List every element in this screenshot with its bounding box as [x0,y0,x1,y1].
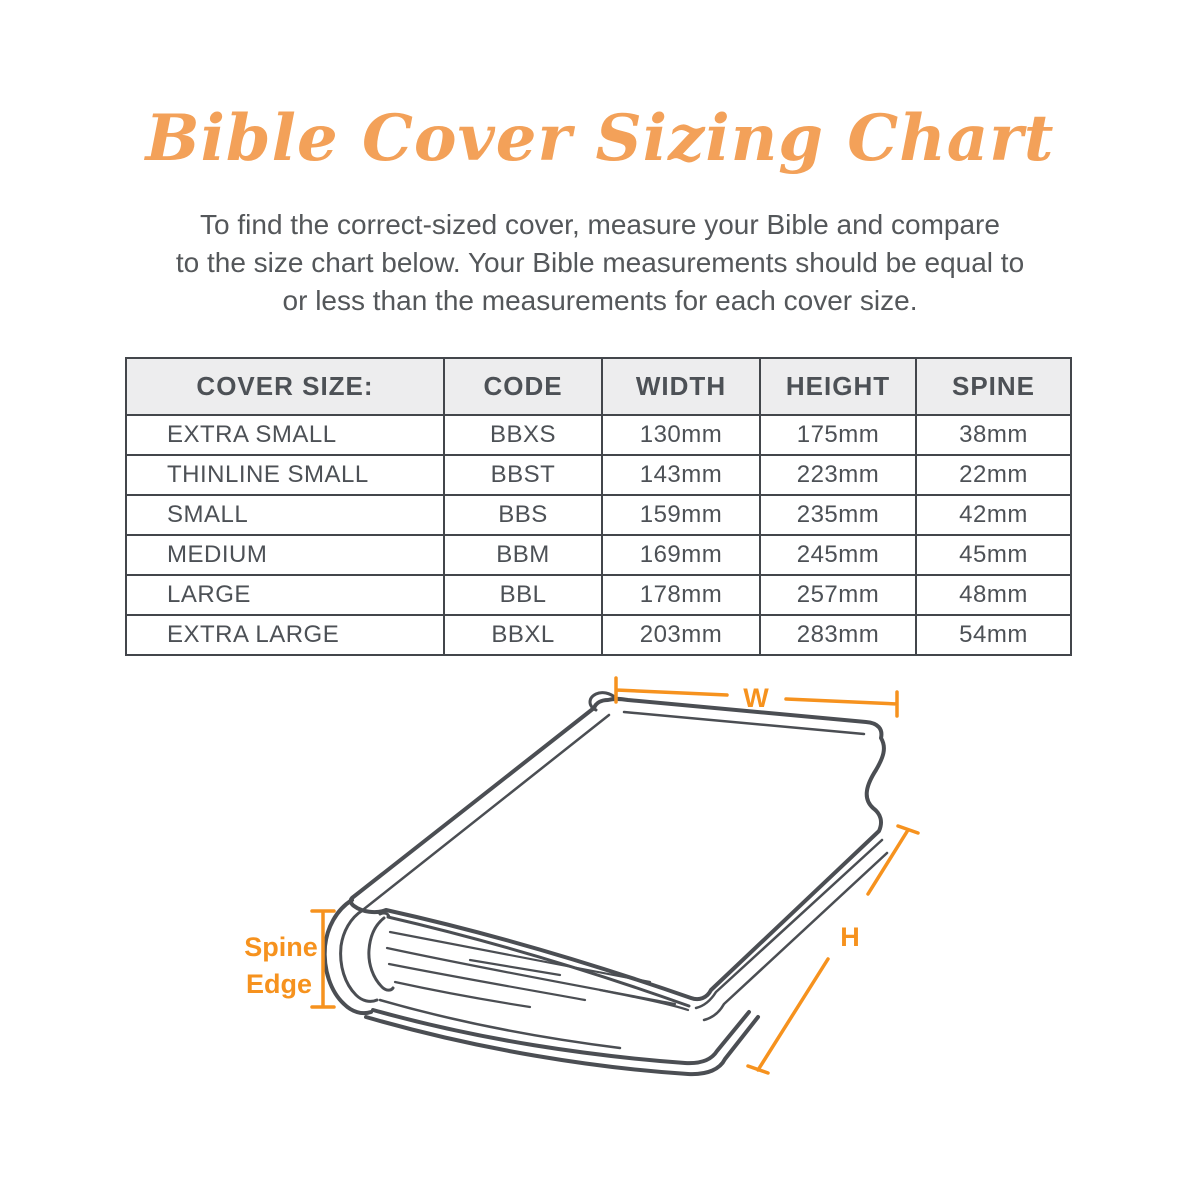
height-label: H [840,922,860,952]
cell-height: 235mm [760,495,916,535]
cell-width: 178mm [602,575,760,615]
table-row [126,495,1071,535]
cell-code: BBXS [444,415,602,455]
cell-height: 257mm [760,575,916,615]
col-header-spine: SPINE [916,358,1071,415]
cell-width: 143mm [602,455,760,495]
book-top-cover [351,699,884,999]
table-row [126,415,1071,455]
table-row [126,575,1071,615]
cell-size: LARGE [126,575,444,615]
cell-code: BBST [444,455,602,495]
cell-size: SMALL [126,495,444,535]
col-header-width: WIDTH [602,358,760,415]
cell-size: THINLINE SMALL [126,455,444,495]
spine-edge-label-line1: Spine [244,932,318,962]
spine-dimension [244,911,334,1007]
book-diagram [230,660,980,1120]
cell-height: 245mm [760,535,916,575]
cell-spine: 38mm [916,415,1071,455]
cell-height: 283mm [760,615,916,655]
col-header-cover-size: COVER SIZE: [126,358,444,415]
cell-spine: 48mm [916,575,1071,615]
book-cover-lip-left [364,715,609,909]
cell-spine: 22mm [916,455,1071,495]
intro-line-3: or less than the measurements for each cover size. [282,285,918,316]
col-header-code: CODE [444,358,602,415]
width-label: W [743,683,769,713]
cell-size: MEDIUM [126,535,444,575]
cell-width: 169mm [602,535,760,575]
cell-height: 223mm [760,455,916,495]
book-bottom-cover-bottom [366,1017,758,1074]
book-cover-lip-top [624,712,864,734]
cell-spine: 45mm [916,535,1071,575]
book-page-lines [387,932,688,1010]
cell-spine: 54mm [916,615,1071,655]
height-dimension-line [748,826,918,1073]
intro-line-2: to the size chart below. Your Bible measurements should be equal to [175,247,1025,278]
cell-width: 159mm [602,495,760,535]
cell-code: BBL [444,575,602,615]
table-header-row [126,358,1071,415]
cell-size: EXTRA SMALL [126,415,444,455]
spine-edge-label-line2: Edge [245,969,313,999]
cell-code: BBS [444,495,602,535]
cell-spine: 42mm [916,495,1071,535]
cell-height: 175mm [760,415,916,455]
cell-code: BBXL [444,615,602,655]
page-title: Bible Cover Sizing Chart [145,101,1055,176]
book-page-block-back [369,913,393,990]
cell-width: 130mm [602,415,760,455]
book-line-art [325,693,887,1075]
cell-width: 203mm [602,615,760,655]
book-spine-cap [325,900,371,1013]
cell-size: EXTRA LARGE [126,615,444,655]
intro-text [100,206,1100,320]
book-bottom-cover-top [373,1010,749,1063]
cell-code: BBM [444,535,602,575]
table-row [126,455,1071,495]
col-header-height: HEIGHT [760,358,916,415]
table-row [126,535,1071,575]
width-dimension [616,678,897,716]
table-row [126,615,1071,655]
intro-line-1: To find the correct-sized cover, measure your Bible and compare [200,209,1000,240]
height-dimension [748,826,918,1073]
sizing-table [125,357,1072,656]
book-spine-cap-inner [341,910,377,1001]
